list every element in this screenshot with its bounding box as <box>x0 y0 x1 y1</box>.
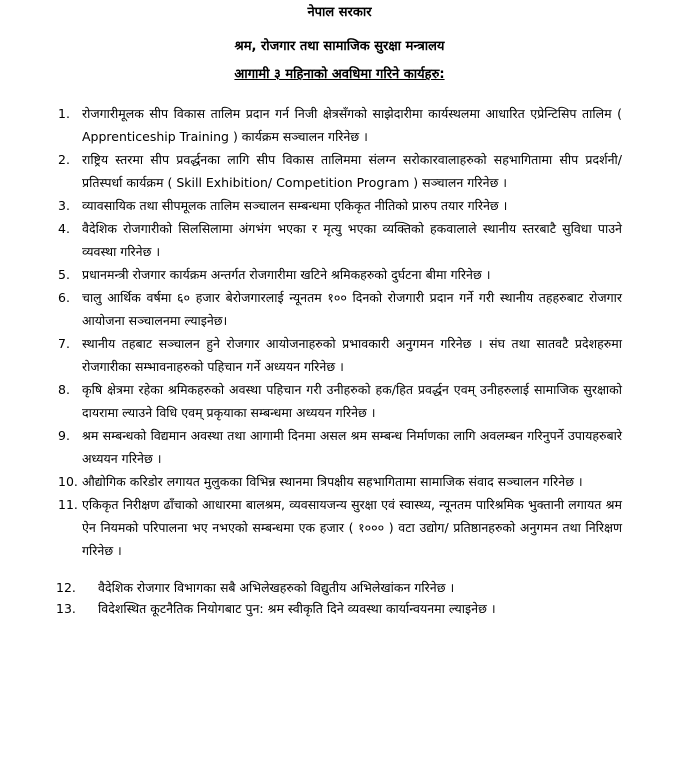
list-item <box>0 597 679 620</box>
item-text: चालु आर्थिक वर्षमा ६० हजार बेरोजगारलाई न्यूनतम १०० दिनको रोजगारी प्रदान गर्ने गरी स्थानीय तहहरुबाट रोजगार आयोजना सञ्चालनमा ल्याइनेछ। <box>82 290 622 328</box>
list-item <box>0 263 679 286</box>
item-number: 4. <box>58 221 70 236</box>
item-number: 5. <box>58 267 70 282</box>
list-item <box>0 378 679 424</box>
list-item <box>0 424 679 470</box>
item-text: श्रम सम्बन्धको विद्यमान अवस्था तथा आगामी दिनमा असल श्रम सम्बन्ध निर्माणका लागि अवलम्बन गरिनुपर्ने उपायहरुबारे अध्ययन गरिनेछ । <box>82 428 622 466</box>
item-text: कृषि क्षेत्रमा रहेका श्रमिकहरुको अवस्था पहिचान गरी उनीहरुको हक/हित प्रवर्द्धन एवम् उनीहरुलाई सामाजिक सुरक्षाको दायरामा ल्याउने विधि एवम् प्रकृयाका सम्बन्धमा अध्ययन गरिनेछ । <box>82 382 622 420</box>
item-text: विदेशस्थित कूटनैतिक नियोगबाट पुन: श्रम स्वीकृति दिने व्यवस्था कार्यान्वयनमा ल्याइनेछ । <box>98 601 496 616</box>
item-text: रोजगारीमूलक सीप विकास तालिम प्रदान गर्न निजी क्षेत्रसँगको साझेदारीमा कार्यस्थलमा आधारित एप्रेन्टिसिप तालिम ( Apprenticeship Training ) कार्यक्रम सञ्चालन गरिनेछ । <box>82 106 622 144</box>
item-text: व्यावसायिक तथा सीपमूलक तालिम सञ्चालन सम्बन्धमा एकिकृत नीतिको प्रारुप तयार गरिनेछ । <box>82 198 508 213</box>
item-text: स्थानीय तहबाट सञ्चालन हुने रोजगार आयोजनाहरुको प्रभावकारी अनुगमन गरिनेछ । संघ तथा सातवटै प्रदेशहरुमा रोजगारीका सम्भावनाहरुको पहिचान गर्ने अध्ययन गरिनेछ । <box>82 336 622 374</box>
item-number: 9. <box>58 428 70 443</box>
item-number: 8. <box>58 382 70 397</box>
item-text: प्रधानमन्त्री रोजगार कार्यक्रम अन्तर्गत रोजगारीमा खटिने श्रमिकहरुको दुर्घटना बीमा गरिनेछ । <box>82 267 491 282</box>
list-item <box>0 102 679 148</box>
item-number: 12. <box>56 580 76 595</box>
action-list <box>0 102 679 620</box>
item-text: औद्योगिक करिडोर लगायत मुलुकका विभिन्न स्थानमा त्रिपक्षीय सहभागितामा सामाजिक संवाद सञ्चालन गरिनेछ । <box>82 474 583 489</box>
item-text: एकिकृत निरीक्षण ढाँचाको आधारमा बालश्रम, व्यवसायजन्य सुरक्षा एवं स्वास्थ्य, न्यूनतम पारिश्रमिक भुक्तानी लगायत श्रम ऐन नियमको परिपालना भए नभएको सम्बन्धमा एक हजार ( १००० ) वटा उद्योग/ प्रतिष्ठानहरुको अनुगमन तथा निरिक्षण गरिनेछ । <box>82 497 622 558</box>
list-item <box>0 286 679 332</box>
item-number: 10. <box>58 474 78 489</box>
item-number: 6. <box>58 290 70 305</box>
list-item <box>0 576 679 599</box>
list-item <box>0 217 679 263</box>
item-text: वैदेशिक रोजगारीको सिलसिलामा अंगभंग भएका र मृत्यु भएका व्यक्तिको हकवालाले स्थानीय स्तरबाटै सुविधा पाउने व्यवस्था गरिनेछ । <box>82 221 622 259</box>
item-number: 11. <box>58 497 78 512</box>
list-item <box>0 493 679 562</box>
list-item <box>0 332 679 378</box>
list-item <box>0 194 679 217</box>
list-item <box>0 148 679 194</box>
item-text: राष्ट्रिय स्तरमा सीप प्रवर्द्धनका लागि सीप विकास तालिममा संलग्न सरोकारवालाहरुको सहभागितामा सीप प्रदर्शनी/ प्रतिस्पर्धा कार्यक्रम ( Skill Exhibition/ Competition Program ) सञ्चालन गरिनेछ । <box>82 152 622 190</box>
ministry-title: श्रम, रोजगार तथा सामाजिक सुरक्षा मन्त्रालय <box>234 39 445 54</box>
item-number: 1. <box>58 106 70 121</box>
item-number: 7. <box>58 336 70 351</box>
list-item <box>0 470 679 493</box>
item-number: 13. <box>56 601 76 616</box>
item-number: 2. <box>58 152 70 167</box>
item-number: 3. <box>58 198 70 213</box>
item-text: वैदेशिक रोजगार विभागका सबै अभिलेखहरुको विद्युतीय अभिलेखांकन गरिनेछ । <box>98 580 455 595</box>
section-heading: आगामी ३ महिनाको अवधिमा गरिने कार्यहरु: <box>234 67 445 82</box>
government-title: नेपाल सरकार <box>307 5 372 20</box>
